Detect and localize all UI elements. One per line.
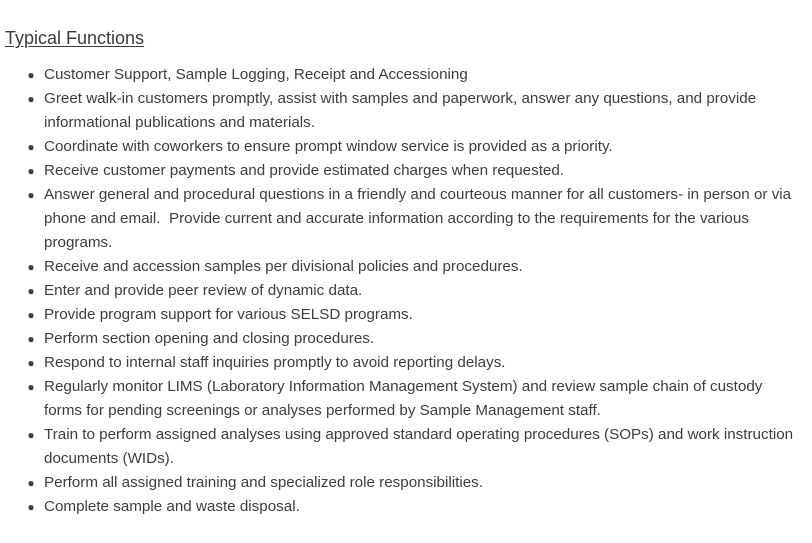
bullet-icon: ● [27, 68, 35, 82]
bullet-icon: ● [27, 476, 35, 490]
list-item-text: Complete sample and waste disposal. [44, 498, 300, 515]
list-item-text: Greet walk-in customers promptly, assist with samples and paperwork, answer any questions, and provide informational publications and materials. [44, 90, 761, 131]
bullet-icon: ● [27, 188, 35, 202]
bullet-icon: ● [27, 356, 35, 370]
bullet-icon: ● [27, 140, 35, 154]
list-item-text: Enter and provide peer review of dynamic data. [44, 282, 363, 299]
list-item-text: Perform all assigned training and specialized role responsibilities. [44, 474, 483, 491]
list-item [27, 183, 796, 255]
list-item [27, 495, 795, 519]
list-item-text: Regularly monitor LIMS (Laboratory Information Management System) and review sample chain of custody forms for pending screenings or analyses performed by Sample Management staff. [44, 378, 767, 419]
bullet-icon: ● [27, 380, 35, 394]
list-item [27, 159, 795, 183]
list-item-text: Train to perform assigned analyses using approved standard operating procedures (SOPs) and work instruction documents (WIDs). [44, 426, 798, 467]
bullet-icon: ● [27, 428, 35, 442]
bullet-icon: ● [27, 332, 35, 346]
bullet-icon: ● [27, 164, 35, 178]
list-item [27, 423, 798, 471]
list-item [27, 375, 795, 423]
list-item-text: Receive and accession samples per divisional policies and procedures. [44, 258, 523, 275]
list-item [27, 135, 795, 159]
list-item [27, 255, 795, 279]
bullet-icon: ● [27, 500, 35, 514]
typical-functions-list [5, 63, 798, 519]
list-item [27, 351, 795, 375]
list-item [27, 471, 795, 495]
list-item-text: Provide program support for various SELSD programs. [44, 306, 413, 323]
bullet-icon: ● [27, 308, 35, 322]
list-item-text: Coordinate with coworkers to ensure prompt window service is provided as a priority. [44, 138, 613, 155]
list-item [27, 279, 795, 303]
list-item-text: Receive customer payments and provide estimated charges when requested. [44, 162, 565, 179]
bullet-icon: ● [27, 284, 35, 298]
list-item [27, 87, 795, 135]
list-item [27, 327, 795, 351]
list-item [27, 303, 795, 327]
section-title: Typical Functions [5, 28, 145, 48]
list-item-text: Respond to internal staff inquiries promptly to avoid reporting delays. [44, 354, 506, 371]
list-item [27, 63, 795, 87]
list-item-text: Customer Support, Sample Logging, Receipt and Accessioning [44, 66, 468, 83]
bullet-icon: ● [27, 260, 35, 274]
bullet-icon: ● [27, 92, 35, 106]
list-item-text: Answer general and procedural questions in a friendly and courteous manner for all customers- in person or via phone and email. Provide current and accurate information according to the requirements for the various programs. [44, 186, 796, 251]
list-item-text: Perform section opening and closing procedures. [44, 330, 375, 347]
